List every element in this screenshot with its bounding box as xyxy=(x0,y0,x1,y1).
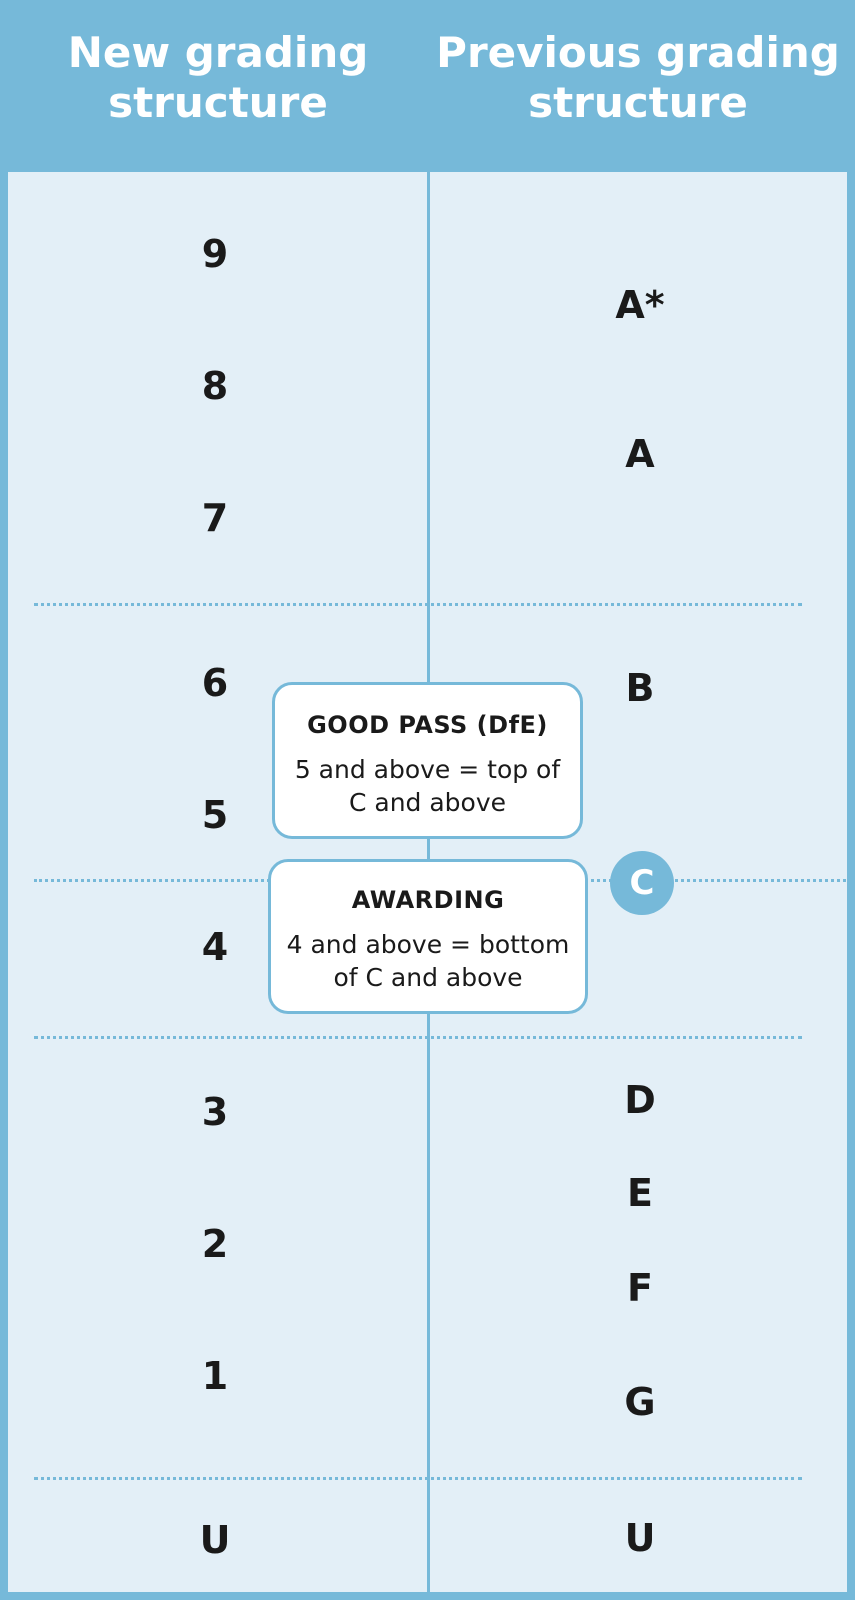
band-divider-a-b xyxy=(34,603,802,606)
awarding-description: 4 and above = bottom of C and above xyxy=(286,930,570,992)
previous-grade-a: A xyxy=(625,432,655,476)
previous-grade-e: E xyxy=(627,1171,653,1215)
previous-grade-c-badge: C xyxy=(610,851,674,915)
awarding-callout xyxy=(268,859,588,1014)
new-grade-9: 9 xyxy=(201,232,229,276)
previous-grade-g: G xyxy=(624,1380,656,1424)
new-grade-6: 6 xyxy=(201,661,229,705)
previous-grade-b: B xyxy=(625,666,655,710)
previous-grade-u: U xyxy=(624,1516,656,1560)
new-grade-4: 4 xyxy=(201,925,229,969)
new-grade-1: 1 xyxy=(201,1354,229,1398)
band-divider-c-d xyxy=(34,1036,802,1039)
good-pass-description: 5 and above = top of C and above xyxy=(294,755,561,817)
awarding-title: AWARDING xyxy=(351,886,505,914)
new-grade-2: 2 xyxy=(201,1222,229,1266)
previous-grade-a-star: A* xyxy=(615,283,665,327)
new-grade-3: 3 xyxy=(201,1090,229,1134)
new-grade-u: U xyxy=(199,1518,231,1562)
new-grade-8: 8 xyxy=(201,364,229,408)
new-grade-7: 7 xyxy=(201,496,229,540)
new-grade-5: 5 xyxy=(201,793,229,837)
good-pass-callout xyxy=(272,682,583,839)
new-structure-heading: New grading structure xyxy=(67,28,369,127)
band-divider-g-u xyxy=(34,1477,802,1480)
previous-structure-heading: Previous grading structure xyxy=(436,28,840,127)
previous-grade-d: D xyxy=(624,1078,656,1122)
previous-grade-f: F xyxy=(627,1266,653,1310)
good-pass-title: GOOD PASS (DfE) xyxy=(307,711,548,739)
